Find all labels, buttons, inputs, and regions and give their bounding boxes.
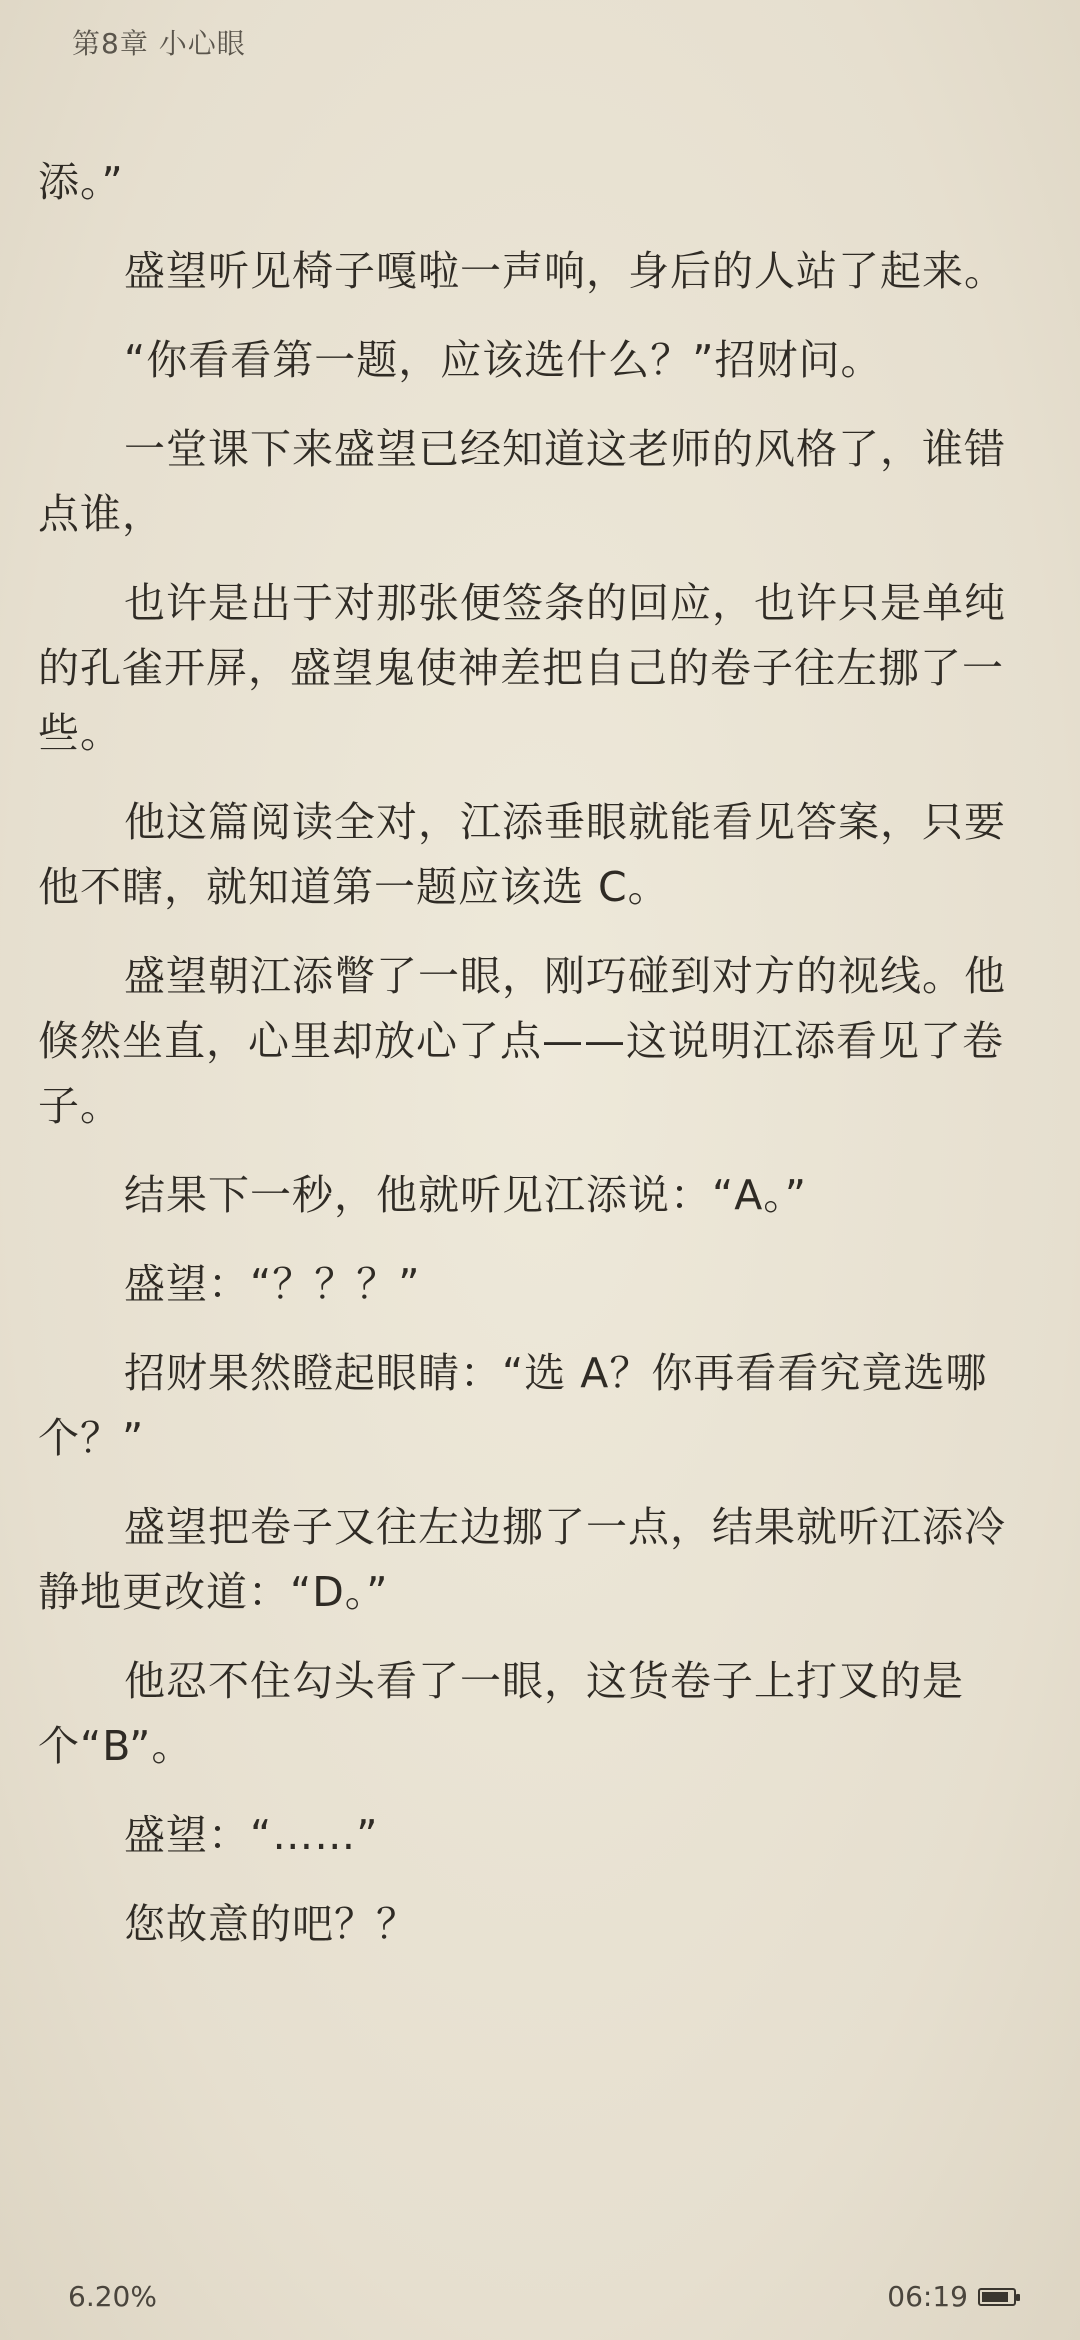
reading-content[interactable] [38,150,1042,1981]
battery-icon [978,2288,1016,2306]
status-footer [0,2280,1080,2320]
paragraph: 您故意的吧？？ [124,1900,418,1948]
paragraph: 他忍不住勾头看了一眼，这货卷子上打叉的是个“B”。 [38,1657,964,1770]
paragraph: 招财果然瞪起眼睛：“选 A？你再看看究竟选哪个？” [38,1349,988,1462]
paragraph: 一堂课下来盛望已经知道这老师的风格了，谁错点谁， [38,425,1006,538]
clock-battery [887,2280,1016,2313]
paragraph: 他这篇阅读全对，江添垂眼就能看见答案，只要他不瞎，就知道第一题应该选 C。 [38,798,1006,911]
paragraph: 盛望听见椅子嘎啦一声响，身后的人站了起来。 [124,247,1006,295]
paragraph: 也许是出于对那张便签条的回应，也许只是单纯的孔雀开屏，盛望鬼使神差把自己的卷子往左挪了一些。 [38,579,1006,757]
paragraph: “你看看第一题，应该选什么？”招财问。 [124,336,883,384]
clock-time: 06:19 [887,2280,968,2313]
reading-progress: 6.20% [68,2280,157,2313]
paragraph: 结果下一秒，他就听见江添说：“A。” [124,1171,808,1219]
paragraph: 盛望把卷子又往左边挪了一点，结果就听江添冷静地更改道：“D。” [38,1503,1006,1616]
paragraph: 盛望朝江添瞥了一眼，刚巧碰到对方的视线。他倏然坐直，心里却放心了点——这说明江添看见了卷子。 [38,952,1006,1130]
paragraph: 盛望：“？？？” [124,1260,421,1308]
chapter-title: 第8章 小心眼 [72,27,246,60]
paragraph: 添。” [38,158,124,206]
battery-level [982,2292,1008,2302]
paragraph: 盛望：“……” [124,1811,379,1859]
